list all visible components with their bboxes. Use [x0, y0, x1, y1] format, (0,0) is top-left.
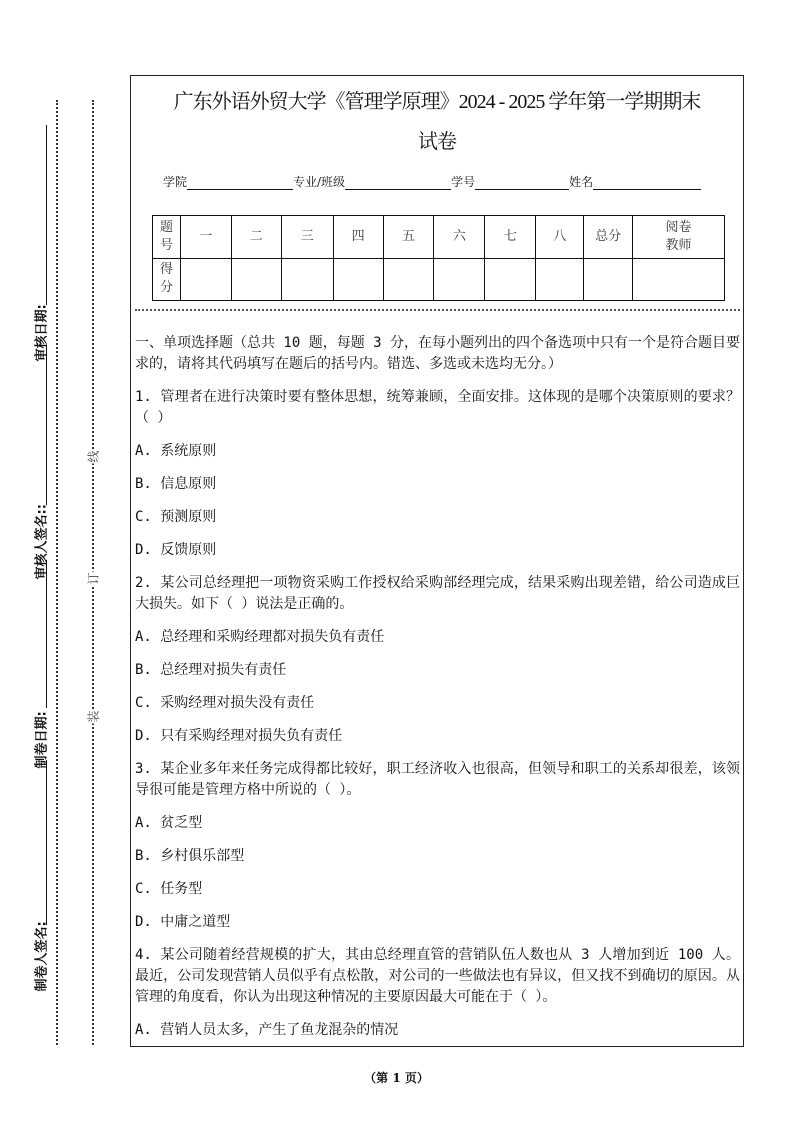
column-header: 三 — [281, 216, 333, 259]
signature-line — [46, 345, 47, 505]
binding-mark-ding: 订 — [86, 572, 101, 585]
dotted-divider — [135, 309, 740, 311]
option: B. 乡村俱乐部型 — [135, 848, 245, 864]
binding-mark-zhuang: 装 — [86, 710, 101, 723]
section-heading: 一、单项选择题（总共 10 题，每题 3 分，在每小题列出的四个备选项中只有一个是符合题目要求的，请将其代码填写在题后的括号内。错选、多选或未选均无分。） — [135, 335, 740, 372]
question-stem: 1. 管理者在进行决策时要有整体思想，统筹兼顾，全面安排。这体现的是哪个决策原则的要求？（ ） — [135, 389, 740, 426]
column-header: 阅卷 教师 — [633, 216, 725, 259]
name-field[interactable] — [593, 175, 701, 190]
option: D. 反馈原则 — [135, 542, 217, 558]
row-label-score: 得 分 — [153, 258, 181, 301]
column-header: 二 — [231, 216, 281, 259]
paper-date-label: 制卷日期: — [34, 711, 50, 769]
score-cell[interactable] — [281, 258, 333, 301]
student-id-field[interactable] — [475, 175, 569, 190]
column-header: 五 — [383, 216, 434, 259]
score-cell[interactable] — [333, 258, 383, 301]
column-header: 一 — [180, 216, 231, 259]
option: B. 总经理对损失有责任 — [135, 662, 287, 678]
binding-line-outer — [56, 100, 58, 1045]
column-header: 七 — [485, 216, 536, 259]
score-table — [152, 215, 725, 301]
signature-line — [46, 125, 47, 305]
question-stem: 4. 某公司随着经营规模的扩大，其由总经理直管的营销队伍人数也从 3 人增加到近 100 人。最近，公司发现营销人员似乎有点松散，对公司的一些做法也有异议，但又找不到确切的原因。从管理的角度看，你认为出现这种情况的主要原因最大可能在于（ ）。 — [135, 947, 740, 1005]
author-signature-label: 制卷人签名: — [34, 921, 50, 992]
college-field[interactable] — [187, 175, 293, 190]
score-cell[interactable] — [584, 258, 633, 301]
table-row — [153, 258, 725, 301]
column-header: 八 — [536, 216, 584, 259]
table-row — [153, 216, 725, 259]
binding-mark-xian: 线 — [86, 450, 101, 463]
option: C. 采购经理对损失没有责任 — [135, 695, 315, 711]
option: C. 预测原则 — [135, 509, 217, 525]
field-label-college: 学院 — [163, 175, 188, 189]
option: A. 系统原则 — [135, 443, 217, 459]
student-info — [163, 173, 701, 190]
field-label-name: 姓名 — [569, 175, 594, 189]
question-section — [135, 333, 740, 1053]
review-date-label: 审核日期: — [34, 304, 50, 362]
score-cell[interactable] — [434, 258, 485, 301]
option: A. 总经理和采购经理都对损失负有责任 — [135, 629, 385, 645]
major-class-field[interactable] — [345, 175, 451, 190]
question-stem: 2. 某公司总经理把一项物资采购工作授权给采购部经理完成，结果采购出现差错，给公司造成巨大损失。如下（ ）说法是正确的。 — [135, 575, 740, 612]
reviewer-signature-label: 审核人签名:: — [34, 504, 50, 580]
signature-line — [46, 760, 47, 925]
option: D. 中庸之道型 — [135, 914, 231, 930]
option: C. 任务型 — [135, 881, 203, 897]
row-label-question: 题 号 — [153, 216, 181, 259]
score-cell[interactable] — [383, 258, 434, 301]
column-header: 总分 — [584, 216, 633, 259]
signature-line — [46, 560, 47, 708]
score-cell[interactable] — [633, 258, 725, 301]
exam-title: 广东外语外贸大学《管理学原理》2024 - 2025 学年第一学期期末 — [173, 91, 701, 113]
question-stem: 3. 某企业多年来任务完成得都比较好，职工经济收入也很高，但领导和职工的关系却很差，该领导很可能是管理方格中所说的（ ）。 — [135, 761, 740, 798]
option: A. 营销人员太多，产生了鱼龙混杂的情况 — [135, 1022, 399, 1038]
score-cell[interactable] — [180, 258, 231, 301]
score-cell[interactable] — [485, 258, 536, 301]
page-number: （第 1 页） — [364, 1071, 429, 1085]
column-header: 六 — [434, 216, 485, 259]
exam-title-line2: 试卷 — [418, 131, 456, 153]
option: A. 贫乏型 — [135, 815, 203, 831]
score-cell[interactable] — [536, 258, 584, 301]
option: B. 信息原则 — [135, 476, 217, 492]
score-cell[interactable] — [231, 258, 281, 301]
field-label-major: 专业/班级 — [293, 175, 346, 189]
option: D. 只有采购经理对损失负有责任 — [135, 728, 343, 744]
field-label-student-id: 学号 — [451, 175, 476, 189]
column-header: 四 — [333, 216, 383, 259]
